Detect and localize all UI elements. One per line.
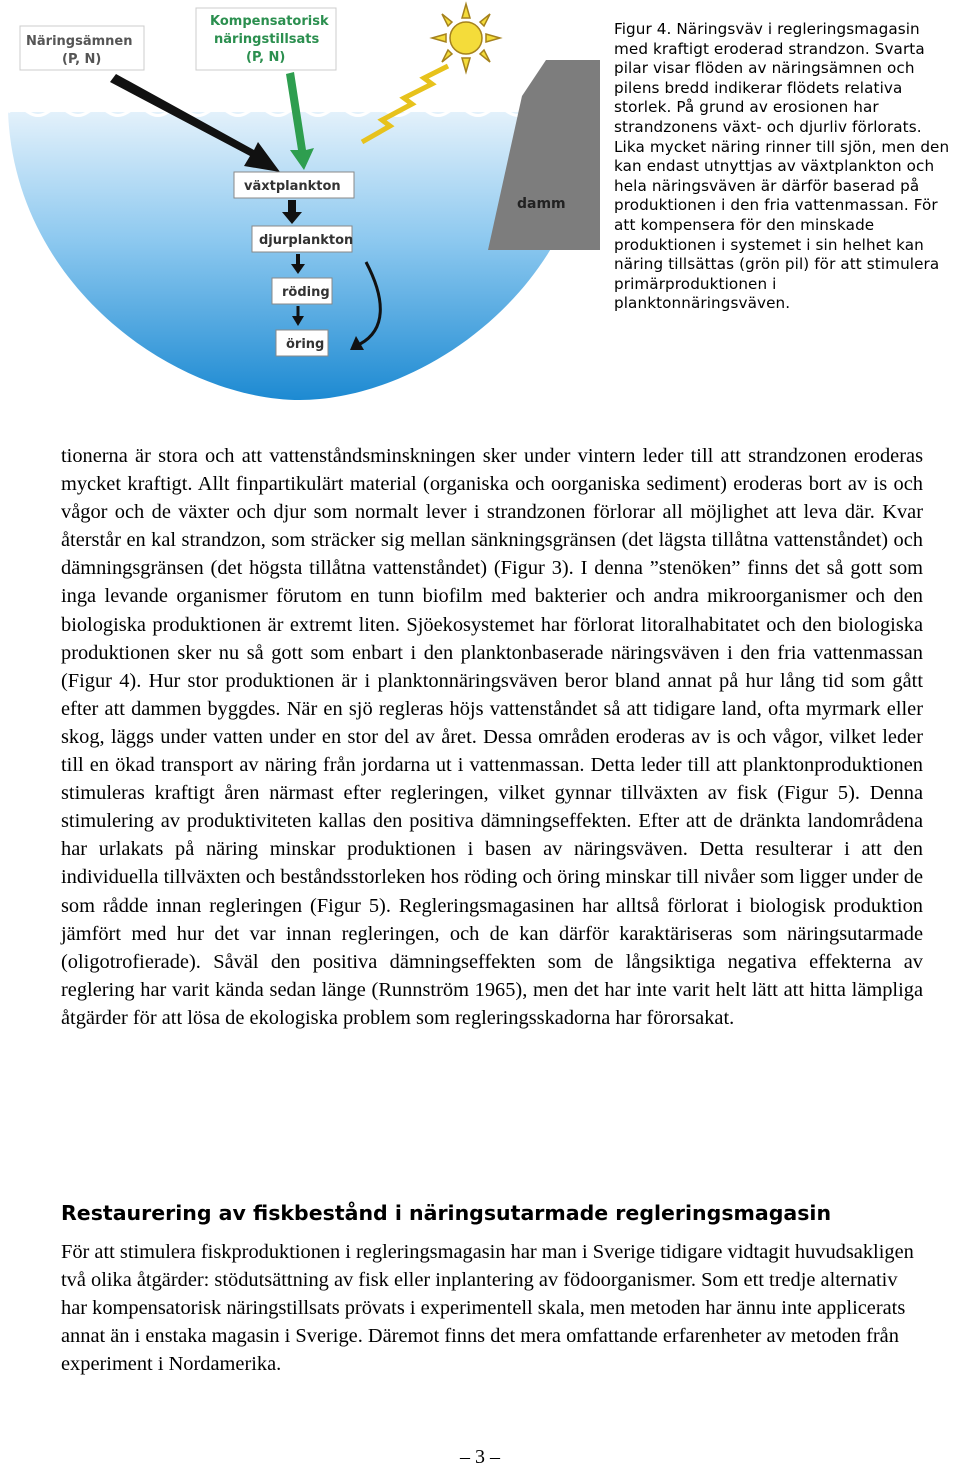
svg-text:näringstillsats: näringstillsats — [214, 32, 320, 47]
page-number: – 3 – — [460, 1446, 500, 1468]
svg-text:öring: öring — [286, 337, 325, 352]
body-paragraph: tionerna är stora och att vattenståndsminskningen sker under vintern leder till att strandzonen eroderas mycket kraftigt. Allt finpartikulärt material (organiska och oorganiska sediment) eroderas bort av is och vågor och de växter och djur som normalt lever i strandzonen förlorar all möjlighet att leva där. Kvar återstår en kal strandzon, som sträcker sig mellan sänkningsgränsen (det lägsta tillåtna vattenståndet) och dämningsgränsen (det högsta tillåtna vattenståndet) (Figur 3). I denna ”stenöken” finns det så gott som inga levande organismer förutom en tunn biofilm med bakterier och andra mikroorganismer och den biologiska produktionen är extremt liten. Sjöekosystemet har förlorat litoralhabitatet och den biologiska produktionen sker nu så gott som enbart i den planktonbaserade näringsväven i den fria vattenmassan (Figur 4). Hur stor produktionen är i planktonnäringsväven beror bland annat på hur lång tid som gått efter att dammen byggdes. När en sjö regleras höjs vattenståndet så att tidigare land, ofta myrmark eller skog, läggs under vatten under en stor del av året. Dessa områden eroderas av is och vågor, vilket leder till en ökad transport av näring från jordarna ut i vattenmassan. Detta leder till att planktonproduktionen stimuleras kraftigt åren närmast efter regleringen, vilket gynnar tillväxten av fisk (Figur 5). Denna stimulering av produktiviteten kallas den positiva dämningseffekten. Efter att de dränkta landområdena har urlakats på näring minskar produktionen i basen av näringsväven. Detta resulterar i att den individuella tillväxten och beståndsstorleken hos röding och öring minskar till nivåer som ligger under de som rådde innan regleringen (Figur 5). Regleringsmagasinen har alltså förlorat i biologisk produktion jämfört med hur det var innan regleringen, och de kan därför karaktäriseras som näringsutarmade (oligotrofierade). Såväl den positiva dämningseffekten som de långsiktiga negativa effekterna av reglering har varit kända sedan länge (Runnström 1965), men det har inte varit helt lätt att hitta lämpliga åtgärder för att lösa de ekologiska problem som regleringsskadorna har förorsakat. — [61, 445, 923, 1029]
dam-label: damm — [517, 196, 566, 212]
zooplankton-box — [252, 226, 353, 252]
svg-text:Näringsämnen: Näringsämnen — [26, 34, 133, 49]
svg-text:Kompensatorisk: Kompensatorisk — [210, 14, 329, 29]
svg-text:(P, N): (P, N) — [62, 52, 102, 67]
trout-box — [276, 330, 328, 356]
section-heading: Restaurering av fiskbestånd i näringsutarmade regleringsmagasin — [61, 1201, 832, 1225]
svg-text:(P, N): (P, N) — [246, 50, 286, 65]
section-text — [61, 1238, 921, 1378]
sun-icon — [432, 4, 500, 72]
char-box — [272, 278, 332, 304]
svg-text:röding: röding — [282, 285, 330, 300]
food-web-diagram — [0, 0, 600, 420]
section-paragraph: För att stimulera fiskproduktionen i regleringsmagasin har man i Sverige tidigare vidtagit huvudsakligen två olika åtgärder: stödutsättning av fisk eller inplantering av födoorganismer. Som ett tredje alternativ har kompensatorisk näringstillsats prövats i experimentell skala, men metoden har ännu inte applicerats annat än i enstaka magasin i Sverige. Däremot finns det mera omfattande erfarenheter av metoden från experiment i Nordamerika. — [61, 1241, 914, 1376]
figure-caption — [614, 20, 954, 314]
figure-caption-text: Figur 4. Näringsväv i regleringsmagasin med kraftigt eroderad strandzon. Svarta pilar visar flöden av näringsämnen och pilens bredd indikerar flödets relativa storlek. På grund av erosionen har strandzonens växt- och djurliv förlorats. Lika mycket näring rinner till sjön, men den kan endast utnyttjas av växtplankton och hela näringsväven är därför baserad på produktionen i den fria vattenmassan. För att kompensera för den minskade produktionen i systemet i sin helhet kan näring tillsättas (grön pil) för att stimulera primärproduktionen i planktonnäringsväven. — [614, 20, 950, 313]
phytoplankton-box — [234, 172, 354, 198]
svg-text:växtplankton: växtplankton — [244, 179, 341, 194]
nutrients-box — [20, 26, 144, 70]
svg-text:djurplankton: djurplankton — [259, 233, 354, 248]
compensatory-box — [196, 8, 336, 70]
body-text — [61, 442, 923, 1032]
